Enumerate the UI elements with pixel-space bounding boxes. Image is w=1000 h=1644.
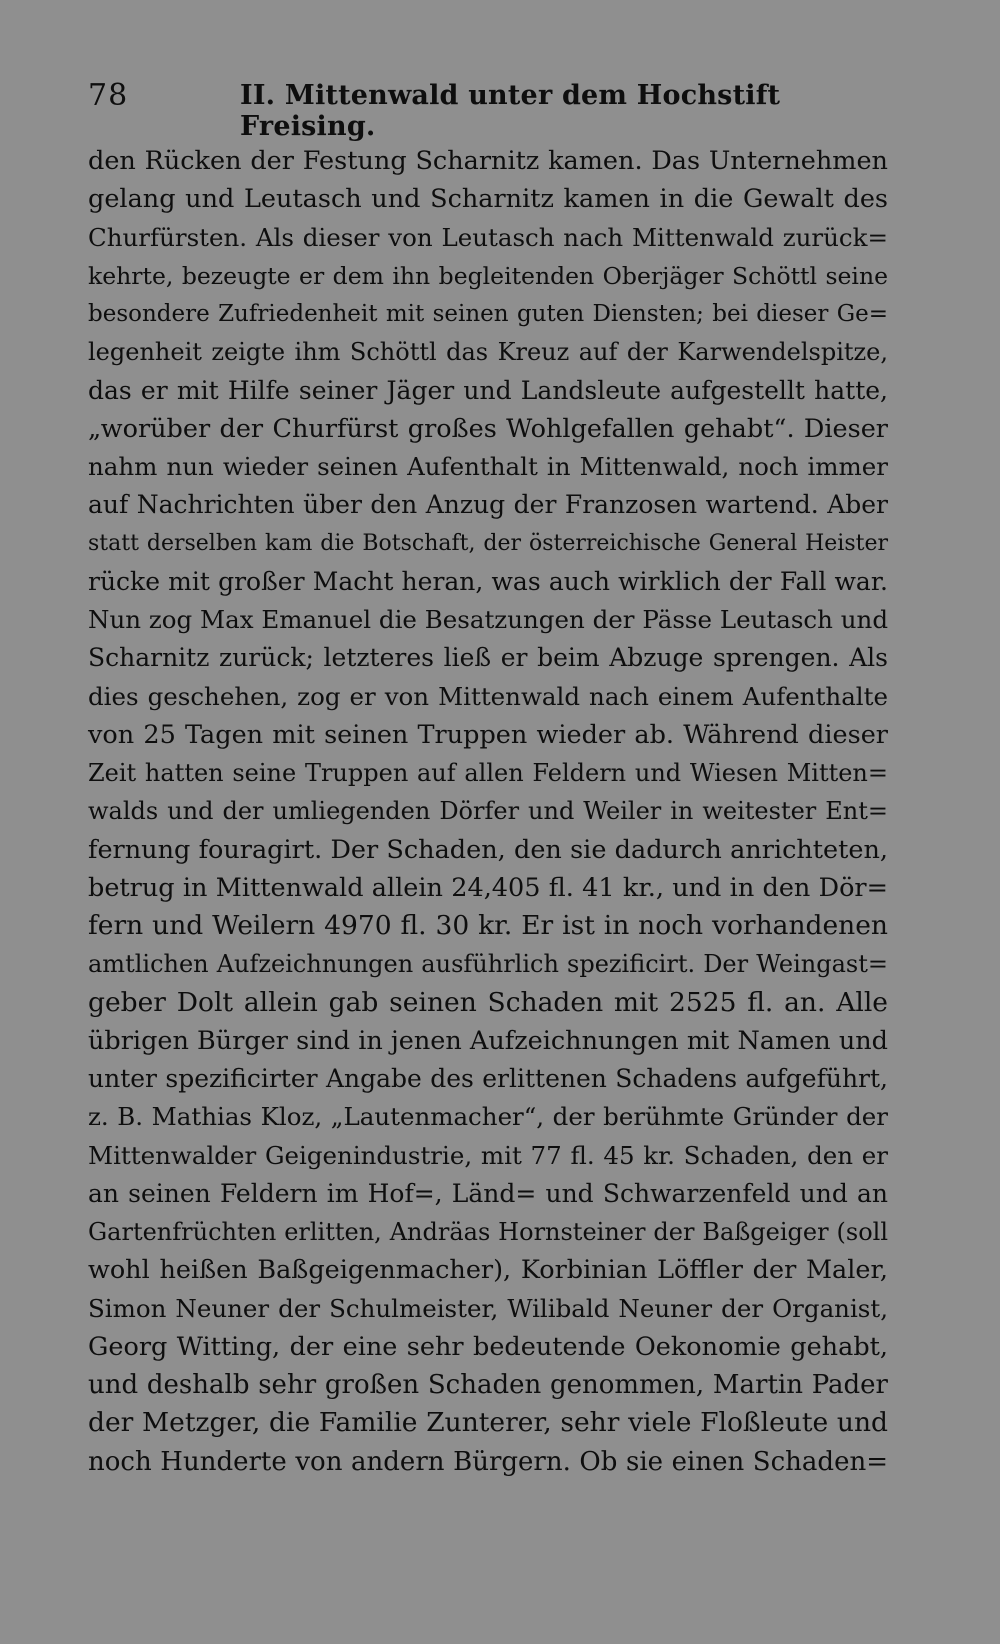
text-line: legenheit zeigte ihm Schöttl das Kreuz auf der Karwendelspitze, (88, 338, 888, 367)
text-line: an seinen Feldern im Hof=, Länd= und Schwarzenfeld und an (88, 1178, 888, 1208)
text-line: das er mit Hilfe seiner Jäger und Landsleute aufgestellt hatte, (88, 375, 888, 405)
text-line: Mittenwalder Geigenindustrie, mit 77 fl. 45 kr. Schaden, den er (88, 1140, 888, 1170)
text-line: Nun zog Max Emanuel die Besatzungen der Pässe Leutasch und (88, 605, 888, 634)
text-line: amtlichen Aufzeichnungen ausführlich spezificirt. Der Weingast= (88, 950, 888, 979)
text-line: nahm nun wieder seinen Aufenthalt in Mittenwald, noch immer (88, 452, 888, 481)
text-line: dies geschehen, zog er von Mittenwald nach einem Aufenthalte (88, 681, 888, 711)
text-line: Churfürsten. Als dieser von Leutasch nach Mittenwald zurück= (88, 222, 888, 252)
text-line: Zeit hatten seine Truppen auf allen Feldern und Wiesen Mitten= (88, 759, 888, 787)
text-line: von 25 Tagen mit seinen Truppen wieder ab. Während dieser (88, 719, 888, 750)
text-line: „worüber der Churfürst großes Wohlgefallen gehabt“. Dieser (88, 413, 888, 444)
text-line: Scharnitz zurück; letzteres ließ er beim Abzuge sprengen. Als (88, 643, 888, 673)
text-line: Georg Witting, der eine sehr bedeutende Oekonomie gehabt, (88, 1331, 888, 1362)
text-line: fern und Weilern 4970 fl. 30 kr. Er ist in noch vorhandenen (88, 910, 888, 941)
text-line: wohl heißen Baßgeigenmacher), Korbinian Löffler der Maler, (88, 1255, 888, 1286)
text-line: noch Hunderte von andern Bürgern. Ob sie einen Schaden= (88, 1446, 888, 1477)
text-line: auf Nachrichten über den Anzug der Franzosen wartend. Aber (88, 490, 888, 520)
text-line: gelang und Leutasch und Scharnitz kamen in die Gewalt des (88, 184, 888, 215)
body-text (88, 142, 888, 1481)
text-line: rücke mit großer Macht heran, was auch wirklich der Fall war. (88, 566, 888, 596)
page-number: 78 (88, 78, 129, 113)
text-line: Simon Neuner der Schulmeister, Wilibald Neuner der Organist, (88, 1293, 888, 1323)
text-line: unter spezificirter Angabe des erlittenen Schadens aufgeführt, (88, 1064, 888, 1093)
text-line: übrigen Bürger sind in jenen Aufzeichnungen mit Namen und (88, 1025, 888, 1056)
text-line: kehrte, bezeugte er dem ihn begleitenden Oberjäger Schöttl seine (88, 261, 888, 290)
text-line: statt derselben kam die Botschaft, der österreichische General Heister (88, 530, 888, 556)
text-line: fernung fouragirt. Der Schaden, den sie dadurch anrichteten, (88, 834, 888, 865)
text-line: betrug in Mittenwald allein 24,405 fl. 41 kr., und in den Dör= (88, 872, 888, 903)
text-line: Gartenfrüchten erlitten, Andräas Hornsteiner der Baßgeiger (soll (88, 1218, 888, 1246)
text-line: z. B. Mathias Kloz, „Lautenmacher“, der berühmte Gründer der (88, 1102, 888, 1132)
text-line: besondere Zufriedenheit mit seinen guten Diensten; bei dieser Ge= (88, 301, 888, 327)
text-line: und deshalb sehr großen Schaden genommen, Martin Pader (88, 1370, 888, 1400)
page-header (88, 70, 888, 142)
text-line: geber Dolt allein gab seinen Schaden mit 2525 fl. an. Alle (88, 986, 888, 1018)
running-head: II. Mittenwald unter dem Hochstift Freising. (240, 80, 781, 142)
text-line: der Metzger, die Familie Zunterer, sehr viele Floßleute und (88, 1407, 888, 1439)
text-line: den Rücken der Festung Scharnitz kamen. Das Unternehmen (88, 146, 888, 176)
text-line: walds und der umliegenden Dörfer und Weiler in weitester Ent= (88, 797, 888, 826)
